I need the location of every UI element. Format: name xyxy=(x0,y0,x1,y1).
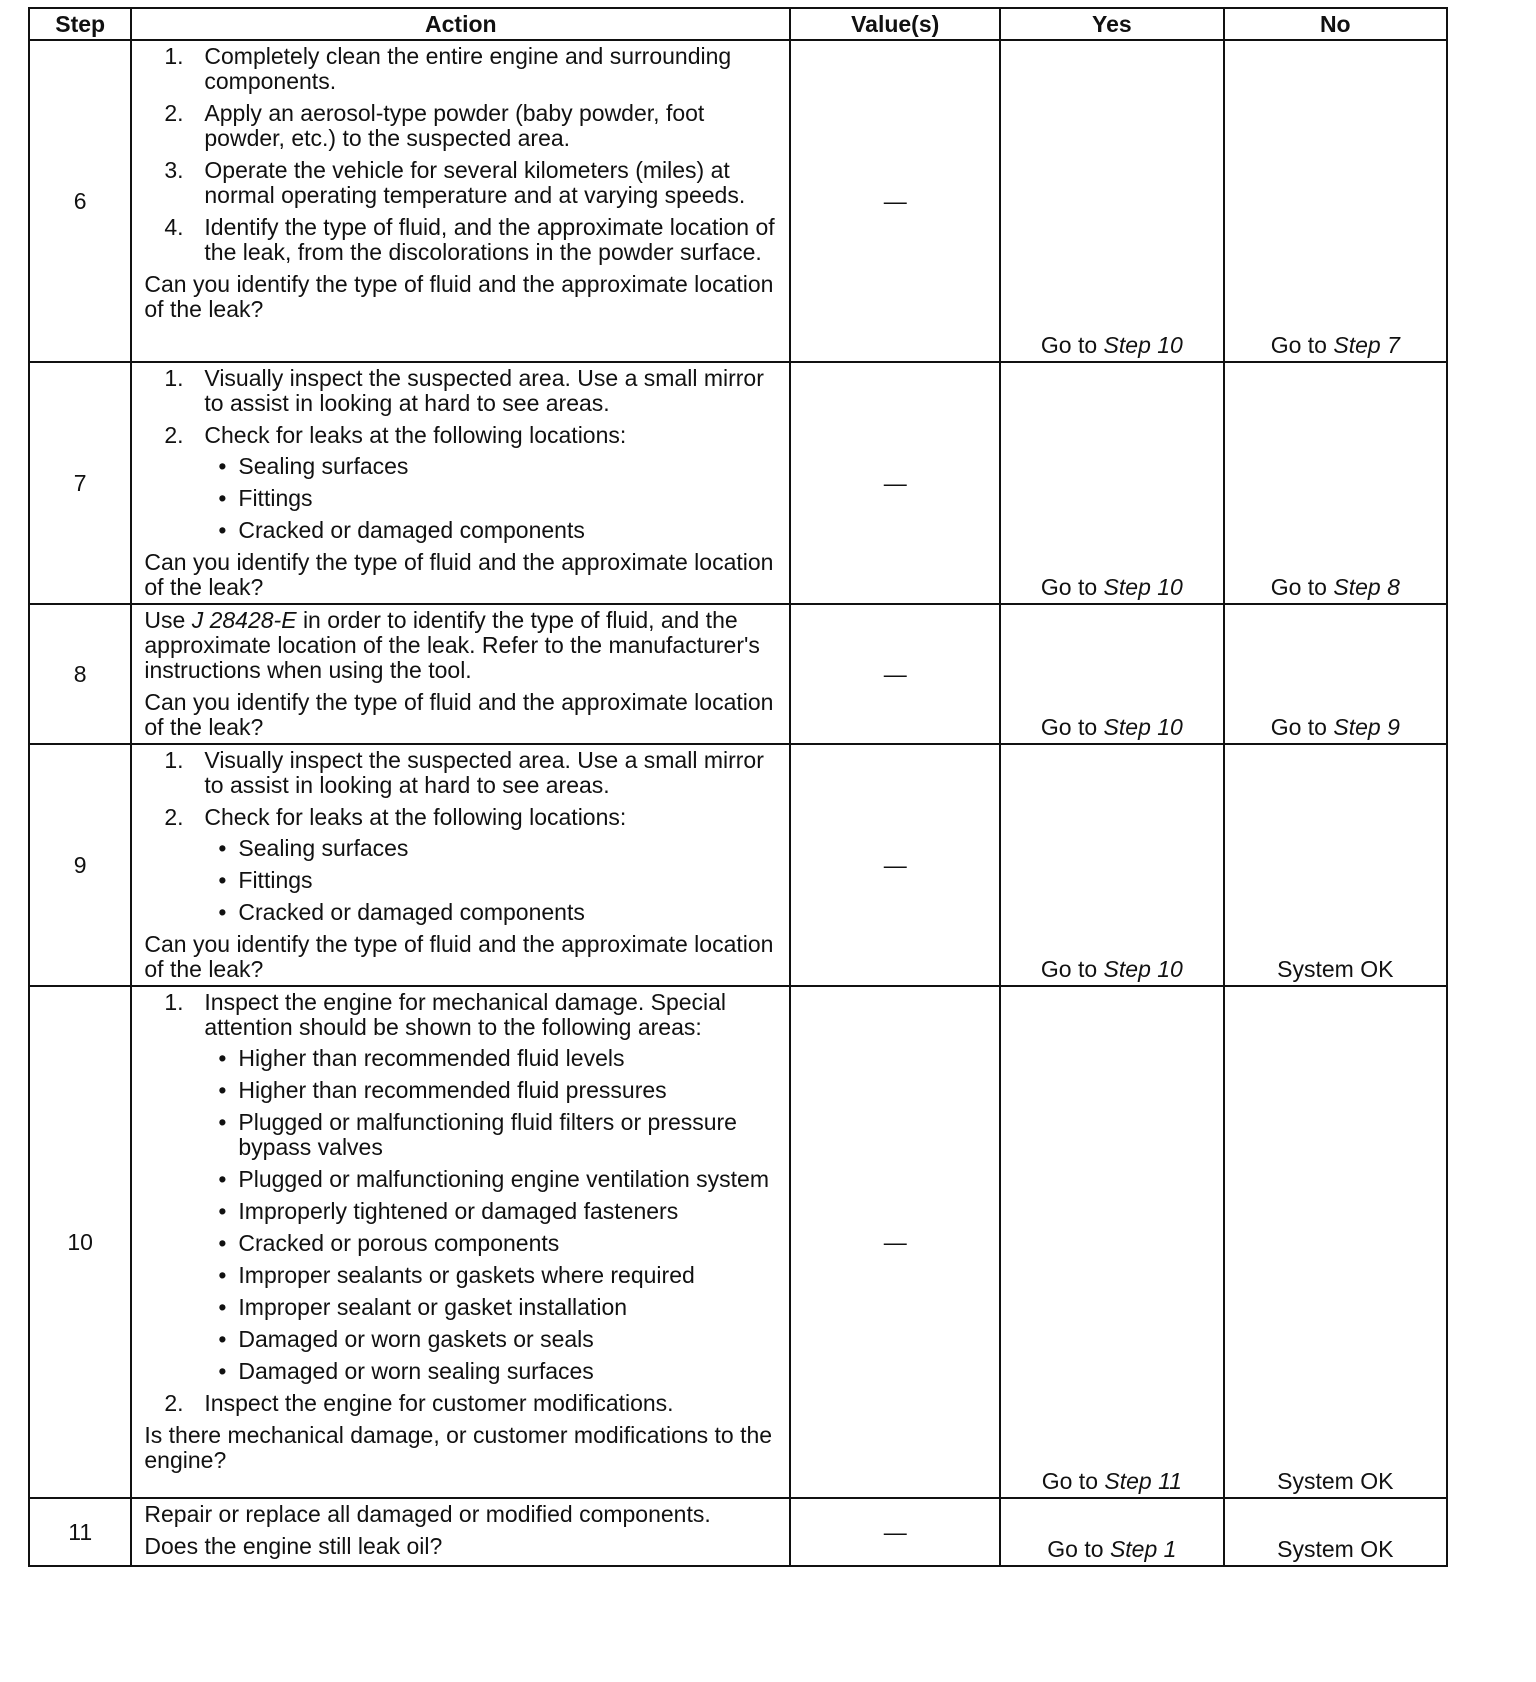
yes-cell: Go to Step 10 xyxy=(1000,744,1223,986)
action-cell xyxy=(131,362,790,604)
table-row xyxy=(29,744,1447,986)
header-no: No xyxy=(1224,8,1447,40)
question-text: Can you identify the type of fluid and the approximate location of the leak? xyxy=(144,931,774,982)
step-reference: Step 9 xyxy=(1333,714,1400,740)
instruction-text: Use J 28428-E in order to identify the type of fluid, and the approximate location of the leak. Refer to the manufacturer's instructions when using the tool. xyxy=(144,607,760,683)
list-item: 2. Check for leaks at the following locations: • Sealing surfaces • Fittings • Cracked or damaged components xyxy=(144,805,781,925)
bullet-item: • Fittings xyxy=(218,867,313,893)
list-item: 4. Identify the type of fluid, and the approximate location of the leak, from the discolorations in the powder surface. xyxy=(164,214,775,265)
value-cell: — xyxy=(790,1498,1000,1566)
bullet-item: • Improper sealants or gaskets where required xyxy=(218,1262,695,1288)
bullet-item: • Fittings xyxy=(218,485,313,511)
no-cell: System OK xyxy=(1224,744,1447,986)
bullet-item: • Plugged or malfunctioning engine ventilation system xyxy=(218,1166,769,1192)
header-row xyxy=(29,8,1447,40)
step-reference: Step 10 xyxy=(1103,714,1183,740)
value-cell: — xyxy=(790,986,1000,1498)
yes-cell: Go to Step 11 xyxy=(1000,986,1223,1498)
step-number: 9 xyxy=(29,744,131,986)
bullet-list xyxy=(204,454,781,543)
yes-cell: Go to Step 10 xyxy=(1000,604,1223,744)
step-number: 6 xyxy=(29,40,131,362)
action-cell xyxy=(131,40,790,362)
table-row xyxy=(29,40,1447,362)
list-item: 1. Inspect the engine for mechanical damage. Special attention should be shown to the following areas: • Higher than recommended fluid levels • Higher than recommended fluid pressures • Plugged or malfunctioning fluid filters or pressure bypass valves • Plugged or malfunctioning engine ventilation system • Improperly tightened or damaged fasteners • Cracked or porous components • Improper sealants or gaskets where required • Improper sealant or gasket installation • Damaged or worn gaskets or seals • Damaged or worn sealing surfaces xyxy=(144,990,781,1384)
value-cell: — xyxy=(790,40,1000,362)
question-text: Is there mechanical damage, or customer modifications to the engine? xyxy=(144,1422,773,1473)
action-cell xyxy=(131,1498,790,1566)
tool-reference: J 28428-E xyxy=(191,607,297,633)
list-item: 1. Visually inspect the suspected area. Use a small mirror to assist in looking at hard to see areas. xyxy=(164,747,764,798)
bullet-item: • Higher than recommended fluid levels xyxy=(218,1045,625,1071)
question-text: Can you identify the type of fluid and the approximate location of the leak? xyxy=(144,549,774,600)
step-reference: Step 10 xyxy=(1103,574,1183,600)
header-action: Action xyxy=(131,8,790,40)
table-row xyxy=(29,1498,1447,1566)
numbered-list xyxy=(144,990,781,1416)
value-cell: — xyxy=(790,362,1000,604)
step-number: 11 xyxy=(29,1498,131,1566)
bullet-item: • Cracked or damaged components xyxy=(218,517,585,543)
bullet-item: • Damaged or worn sealing surfaces xyxy=(218,1358,594,1384)
numbered-list xyxy=(144,366,781,543)
list-item: 2. Check for leaks at the following locations: • Sealing surfaces • Fittings • Cracked or damaged components xyxy=(144,423,781,543)
no-cell: System OK xyxy=(1224,1498,1447,1566)
step-reference: Step 10 xyxy=(1103,332,1183,358)
yes-cell: Go to Step 10 xyxy=(1000,40,1223,362)
bullet-item: • Higher than recommended fluid pressures xyxy=(218,1077,667,1103)
question-text: Does the engine still leak oil? xyxy=(144,1533,443,1559)
list-item: 1. Visually inspect the suspected area. Use a small mirror to assist in looking at hard to see areas. xyxy=(164,365,764,416)
step-number: 8 xyxy=(29,604,131,744)
numbered-list xyxy=(144,748,781,925)
step-reference: Step 10 xyxy=(1103,956,1183,982)
list-item: 1. Completely clean the entire engine and surrounding components. xyxy=(164,43,732,94)
step-reference: Step 7 xyxy=(1333,332,1400,358)
bullet-item: • Plugged or malfunctioning fluid filters or pressure bypass valves xyxy=(218,1109,737,1160)
bullet-item: • Sealing surfaces xyxy=(218,835,409,861)
step-reference: Step 11 xyxy=(1104,1468,1182,1494)
diagnostic-table xyxy=(28,7,1448,1567)
action-cell xyxy=(131,986,790,1498)
no-cell: Go to Step 8 xyxy=(1224,362,1447,604)
header-step: Step xyxy=(29,8,131,40)
step-number: 10 xyxy=(29,986,131,1498)
table-row xyxy=(29,986,1447,1498)
list-item: 2. Apply an aerosol-type powder (baby powder, foot powder, etc.) to the suspected area. xyxy=(164,100,705,151)
action-cell xyxy=(131,604,790,744)
numbered-list xyxy=(144,44,781,265)
no-cell: System OK xyxy=(1224,986,1447,1498)
bullet-item: • Improper sealant or gasket installation xyxy=(218,1294,628,1320)
list-item: 3. Operate the vehicle for several kilometers (miles) at normal operating temperature and at varying speeds. xyxy=(164,157,746,208)
bullet-list xyxy=(204,836,781,925)
step-number: 7 xyxy=(29,362,131,604)
bullet-item: • Damaged or worn gaskets or seals xyxy=(218,1326,594,1352)
no-cell: Go to Step 7 xyxy=(1224,40,1447,362)
yes-cell: Go to Step 1 xyxy=(1000,1498,1223,1566)
header-values: Value(s) xyxy=(790,8,1000,40)
bullet-item: • Improperly tightened or damaged fasteners xyxy=(218,1198,679,1224)
bullet-item: • Cracked or damaged components xyxy=(218,899,585,925)
header-yes: Yes xyxy=(1000,8,1223,40)
question-text: Can you identify the type of fluid and the approximate location of the leak? xyxy=(144,689,774,740)
action-cell xyxy=(131,744,790,986)
no-cell: Go to Step 9 xyxy=(1224,604,1447,744)
list-item: 2. Inspect the engine for customer modifications. xyxy=(164,1390,674,1416)
value-cell: — xyxy=(790,604,1000,744)
yes-cell: Go to Step 10 xyxy=(1000,362,1223,604)
question-text: Can you identify the type of fluid and the approximate location of the leak? xyxy=(144,271,774,322)
step-reference: Step 1 xyxy=(1109,1536,1177,1562)
bullet-list xyxy=(204,1046,781,1384)
table-row xyxy=(29,604,1447,744)
bullet-item: • Sealing surfaces xyxy=(218,453,409,479)
step-reference: Step 8 xyxy=(1333,574,1400,600)
value-cell: — xyxy=(790,744,1000,986)
instruction-text: Repair or replace all damaged or modified components. xyxy=(144,1501,711,1527)
table-row xyxy=(29,362,1447,604)
bullet-item: • Cracked or porous components xyxy=(218,1230,560,1256)
